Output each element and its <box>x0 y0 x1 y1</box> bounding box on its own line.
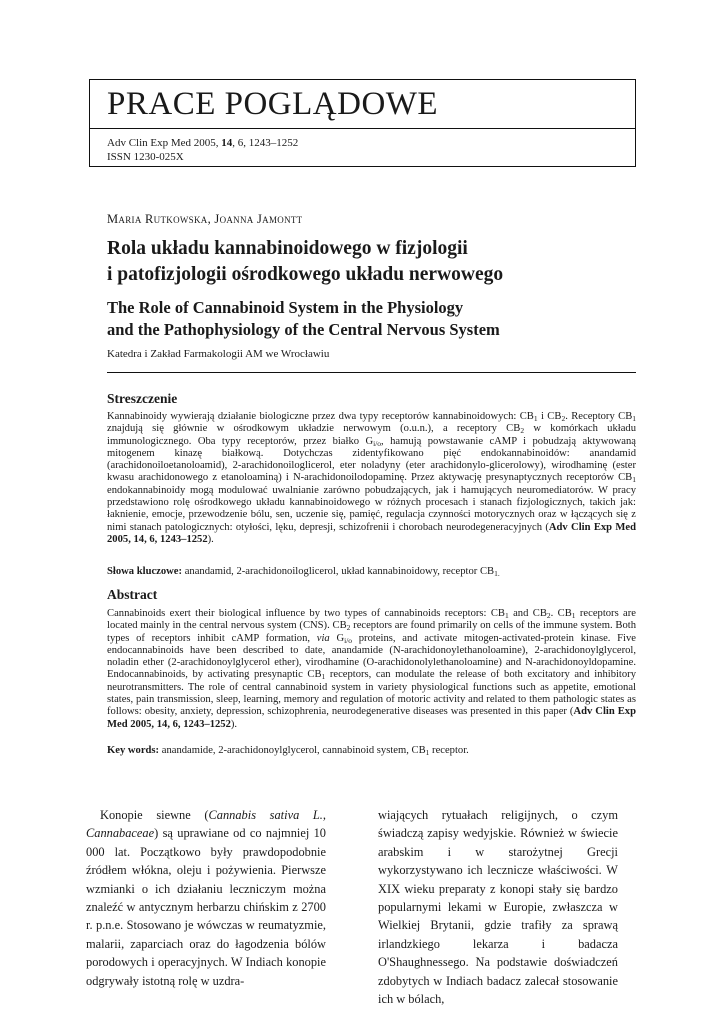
abstract-reference: Adv Clin Exp Med 2005, 14, 6, 1243–1252 <box>107 706 636 730</box>
title-en-line2: and the Pathophysiology of the Central Nervous System <box>107 320 500 339</box>
abstract-text: Cannabinoids exert their biological influence by two types of cannabinoids receptors: $CB_1$ and $CB_2$. $CB_1$ receptors are located mainly in the central nervous system (CNS). $CB_2$ receptors are found primarily on cells of the immune system. Both types of receptors inhibit cAMP formation, via $G_{i/o}$ proteins, and activate mitogen-activated-protein kinase. Five endocannabinoids have been described to date, anandamide (N-arachidonoylethanoloamine), 2-arachidonoylglycerol, noladin ether (2-arachidonoylglycerol ether), virodhamine (O-arachidonolylethanoloamine) and N-arachidonoyldopamine. Endocannabinoids, by activating presynaptic $CB_1$ receptors, can modulate the release of both excitatory and inhibitory neurotransmitters. The role of central cannabinoid system in variety physiological functions such as appetite, emotional states, pain transmission, sleep, learning, memory and regulation of motoric activity and related to them pathologic states as follows: obesity, anxiety, depression, schizophrenia, neurodegenerative diseases was presented in this paper (Adv Clin Exp Med 2005, 14, 6, 1243–1252). <box>107 608 636 730</box>
title-pl-line1: Rola układu kannabinoidowego w fizjologii <box>107 238 468 259</box>
citation <box>107 136 298 164</box>
slowa-kluczowe: Słowa kluczowe: anandamid, 2-arachidonoiloglicerol, układ kannabinoidowy, receptor $CB_{1.}$ <box>107 566 500 578</box>
affiliation: Katedra i Zakład Farmakologii AM we Wrocławiu <box>107 348 330 360</box>
streszczenie-heading: Streszczenie <box>107 391 178 406</box>
key-words: Key words: anandamide, 2-arachidonoylglycerol, cannabinoid system, $CB_1$ receptor. <box>107 745 469 757</box>
slowa-kluczowe-label: Słowa kluczowe: <box>107 566 183 577</box>
citation-line <box>107 136 298 150</box>
citation-issue-pages: , 6, 1243–1252 <box>232 137 299 149</box>
title-english <box>107 297 637 341</box>
title-polish <box>107 236 637 288</box>
title-pl-line2: i patofizjologii ośrodkowego układu nerwowego <box>107 264 504 285</box>
citation-issn: ISSN 1230-025X <box>107 151 184 163</box>
divider-rule <box>107 372 636 373</box>
citation-volume: 14 <box>221 137 233 149</box>
body-column-right: wiających rytuałach religijnych, o czym świadczą zapisy wedyjskie. Również w świecie arabskim i w starożytnej Grecji wykorzystywano ich lecznicze właściwości. W XIX wieku preparaty z konopi stały się bardzo popularnymi lekami w Europie, zwłaszcza w Wielkiej Brytanii, gdzie trafiły za sprawą irlandzkiego lekarza i badacza O'Shaughnessego. Na podstawie doświadczeń zdobytych w Indiach badacz zalecał stosowanie ich w bólach, <box>378 808 618 1007</box>
citation-journal: Adv Clin Exp Med 2005, <box>107 137 222 149</box>
section-title: PRACE POGLĄDOWE <box>107 86 439 122</box>
latin-name: Cannabis sativa L., Cannabaceae <box>86 808 327 841</box>
abstract-heading: Abstract <box>107 587 158 602</box>
streszczenie-text: Kannabinoidy wywierają działanie biologiczne przez dwa typy receptorów kannabinoidowych: $CB_1$ i $CB_2$. Receptory $CB_1$ znajdują się głównie w ośrodkowym układzie nerwowym (o.u.n.), a receptory $CB_2$ w komórkach układu immunologicznego. Oba typy receptorów, przez białko $G_{i/o}$, hamują powstawanie cAMP i pobudzają aktywowaną mitogenem kinazę białkową. Dotychczas zidentyfikowano pięć endokannabinoidów: anandamid (arachidonoiloetanoloamid), 2-arachidonoiloglicerol, eter noladyny (eter arachidonylo-glicerolowy), wirodhaminę (ester kwasu arachidonowego z etanoloaminą) i N-arachidonoilodopaminę. Przez aktywację presynaptycznych receptorów $CB_1$ endokannabinoidy mogą modulować uwalnianie zarówno pobudzających, jak i hamujących neuromediatorów. W pracy przedstawiono rolę ośrodkowego układu kannabinoidowego w różnych procesach i stanach fizjologicznych, takich jak: łaknienie, emocje, przewodzenie bólu, sen, uczenie się, pamięć, regulacja czynności motorycznych oraz w łączących się z nimi stanach patologicznych: otyłości, lęku, depresji, schizofrenii i chorobach neurodegeneracyjnych (Adv Clin Exp Med 2005, 14, 6, 1243–1252). <box>107 411 637 545</box>
key-words-label: Key words: <box>107 745 160 756</box>
streszczenie-reference: Adv Clin Exp Med 2005, 14, 6, 1243–1252 <box>107 521 636 545</box>
title-en-line1: The Role of Cannabinoid System in the Physiology <box>107 298 464 317</box>
authors: Maria Rutkowska, Joanna Jamontt <box>107 212 303 226</box>
body-column-left: Konopie siewne (Cannabis sativa L., Cannabaceae) są uprawiane od co najmniej 10 000 lat. Początkowo były prawdopodobnie źródłem włókna, oleju i pożywienia. Pierwsze wzmianki o ich działaniu leczniczym można znaleźć w antycznym herbarzu chińskim z 2700 r. p.n.e. Stosowano je wówczas w reumatyzmie, malarii, zaparciach oraz do łagodzenia bólów porodowych i operacyjnych. W Indiach konopie odgrywały istotną rolę w uzdra- <box>86 808 327 988</box>
